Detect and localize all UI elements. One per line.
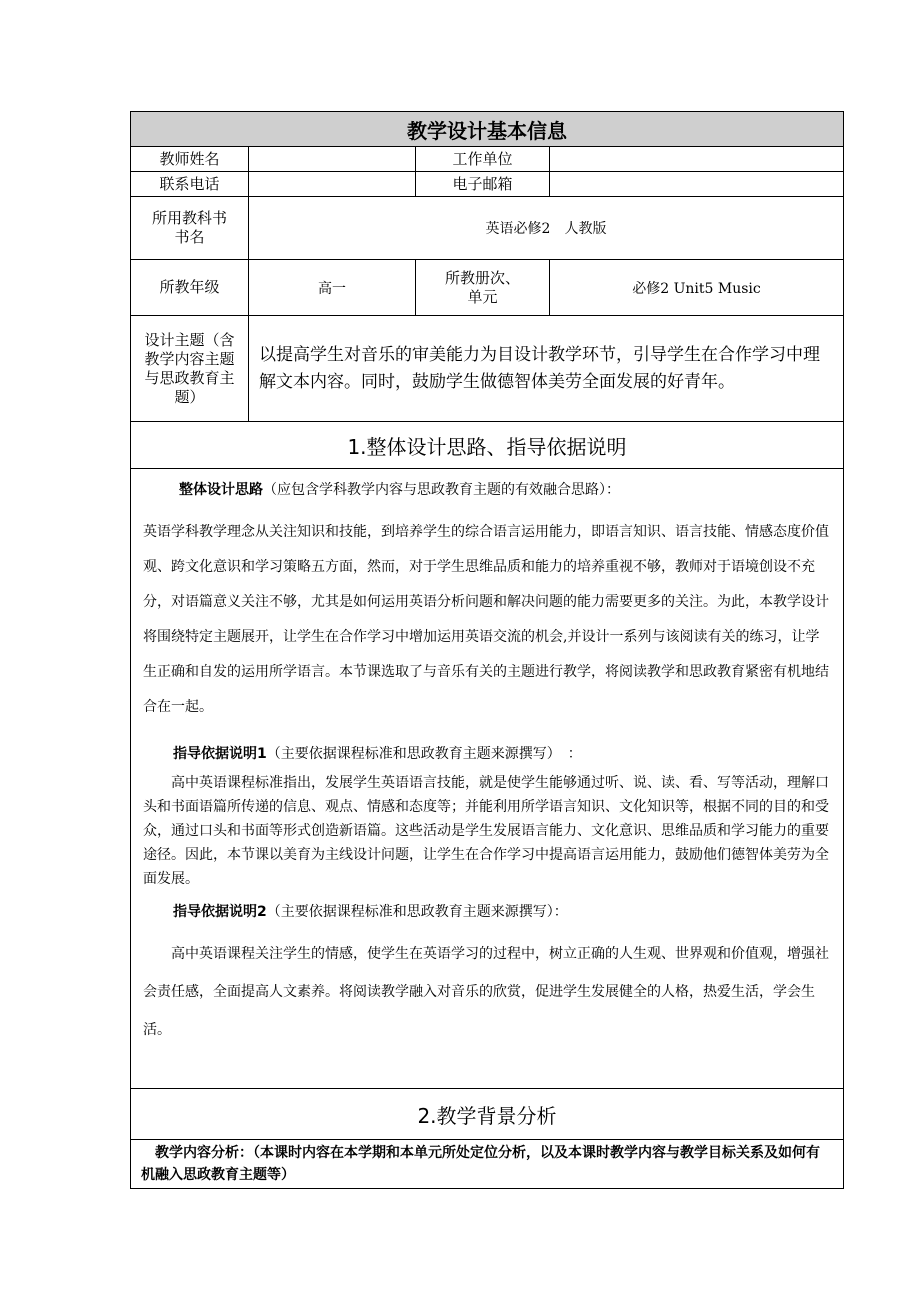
email-label: 电子邮箱 <box>416 172 550 197</box>
volume-label: 所教册次、单元 <box>416 260 550 316</box>
teacher-name-field <box>249 147 416 172</box>
teaching-design-table <box>130 111 844 1189</box>
grade-label: 所教年级 <box>131 260 249 316</box>
overall-text: 英语学科教学理念从关注知识和技能，到培养学生的综合语言运用能力，即语言知识、语言技能、情感态度价值观、跨文化意识和学习策略五方面，然而，对于学生思维品质和能力的培养重视不够，教师对于语境创设不充分，对语篇意义关注不够，尤其是如何运用英语分析问题和解决问题的能力需要更多的关注。为此，本教学设计将围绕特定主题展开，让学生在合作学习中增加运用英语交流的机会,并设计一系列与该阅读有关的练习，让学生正确和自发的运用所学语言。本节课选取了与音乐有关的主题进行教学，将阅读教学和思政教育紧密有机地结合在一起。 <box>143 524 829 715</box>
theme-value: 以提高学生对音乐的审美能力为目设计教学环节，引导学生在合作学习中理解文本内容。同时，鼓励学生做德智体美劳全面发展的好青年。 <box>249 316 844 422</box>
phone-field <box>249 172 416 197</box>
content-analysis-text: 教学内容分析：（本课时内容在本学期和本单元所处定位分析，以及本课时教学内容与教学目标关系及如何有机融入思政教育主题等） <box>131 1140 844 1189</box>
basis1-heading <box>143 743 831 765</box>
table-title: 教学设计基本信息 <box>131 112 844 147</box>
overall-label: 整体设计思路 <box>179 482 263 498</box>
email-field <box>550 172 844 197</box>
basis1-note: （主要依据课程标准和思政教育主题来源撰写） ： <box>266 746 582 762</box>
basis2-note: （主要依据课程标准和思政教育主题来源撰写）： <box>266 904 568 920</box>
work-unit-label: 工作单位 <box>416 147 550 172</box>
basis1-label: 指导依据说明1 <box>173 746 267 762</box>
volume-value: 必修2 Unit5 Music <box>550 260 844 316</box>
basis2-text: 高中英语课程关注学生的情感，使学生在英语学习的过程中，树立正确的人生观、世界观和价值观，增强社会责任感，全面提高人文素养。将阅读教学融入对音乐的欣赏，促进学生发展健全的人格，热爱生活，学会生活。 <box>143 946 829 1038</box>
textbook-label: 所用教科书书名 <box>131 197 249 260</box>
grade-value: 高一 <box>249 260 416 316</box>
overall-note: （应包含学科教学内容与思政教育主题的有效融合思路）： <box>263 482 620 498</box>
section1-heading: 1.整体设计思路、指导依据说明 <box>131 422 844 469</box>
theme-label: 设计主题（含教学内容主题与思政教育主题） <box>131 316 249 422</box>
textbook-value: 英语必修2 人教版 <box>249 197 844 260</box>
basis2-label: 指导依据说明2 <box>173 904 267 920</box>
basis2-heading <box>143 901 831 923</box>
phone-label: 联系电话 <box>131 172 249 197</box>
section2-heading: 2.教学背景分析 <box>131 1089 844 1140</box>
teacher-name-label: 教师姓名 <box>131 147 249 172</box>
overall-heading <box>143 479 831 501</box>
work-unit-field <box>550 147 844 172</box>
section1-content <box>131 469 844 1089</box>
basis1-text: 高中英语课程标准指出，发展学生英语语言技能，就是使学生能够通过听、说、读、看、写等活动，理解口头和书面语篇所传递的信息、观点、情感和态度等；并能利用所学语言知识、文化知识等，根据不同的目的和受众，通过口头和书面等形式创造新语篇。这些活动是学生发展语言能力、文化意识、思维品质和学习能力的重要途径。因此，本节课以美育为主线设计问题，让学生在合作学习中提高语言运用能力，鼓励他们德智体美劳为全面发展。 <box>143 775 829 887</box>
